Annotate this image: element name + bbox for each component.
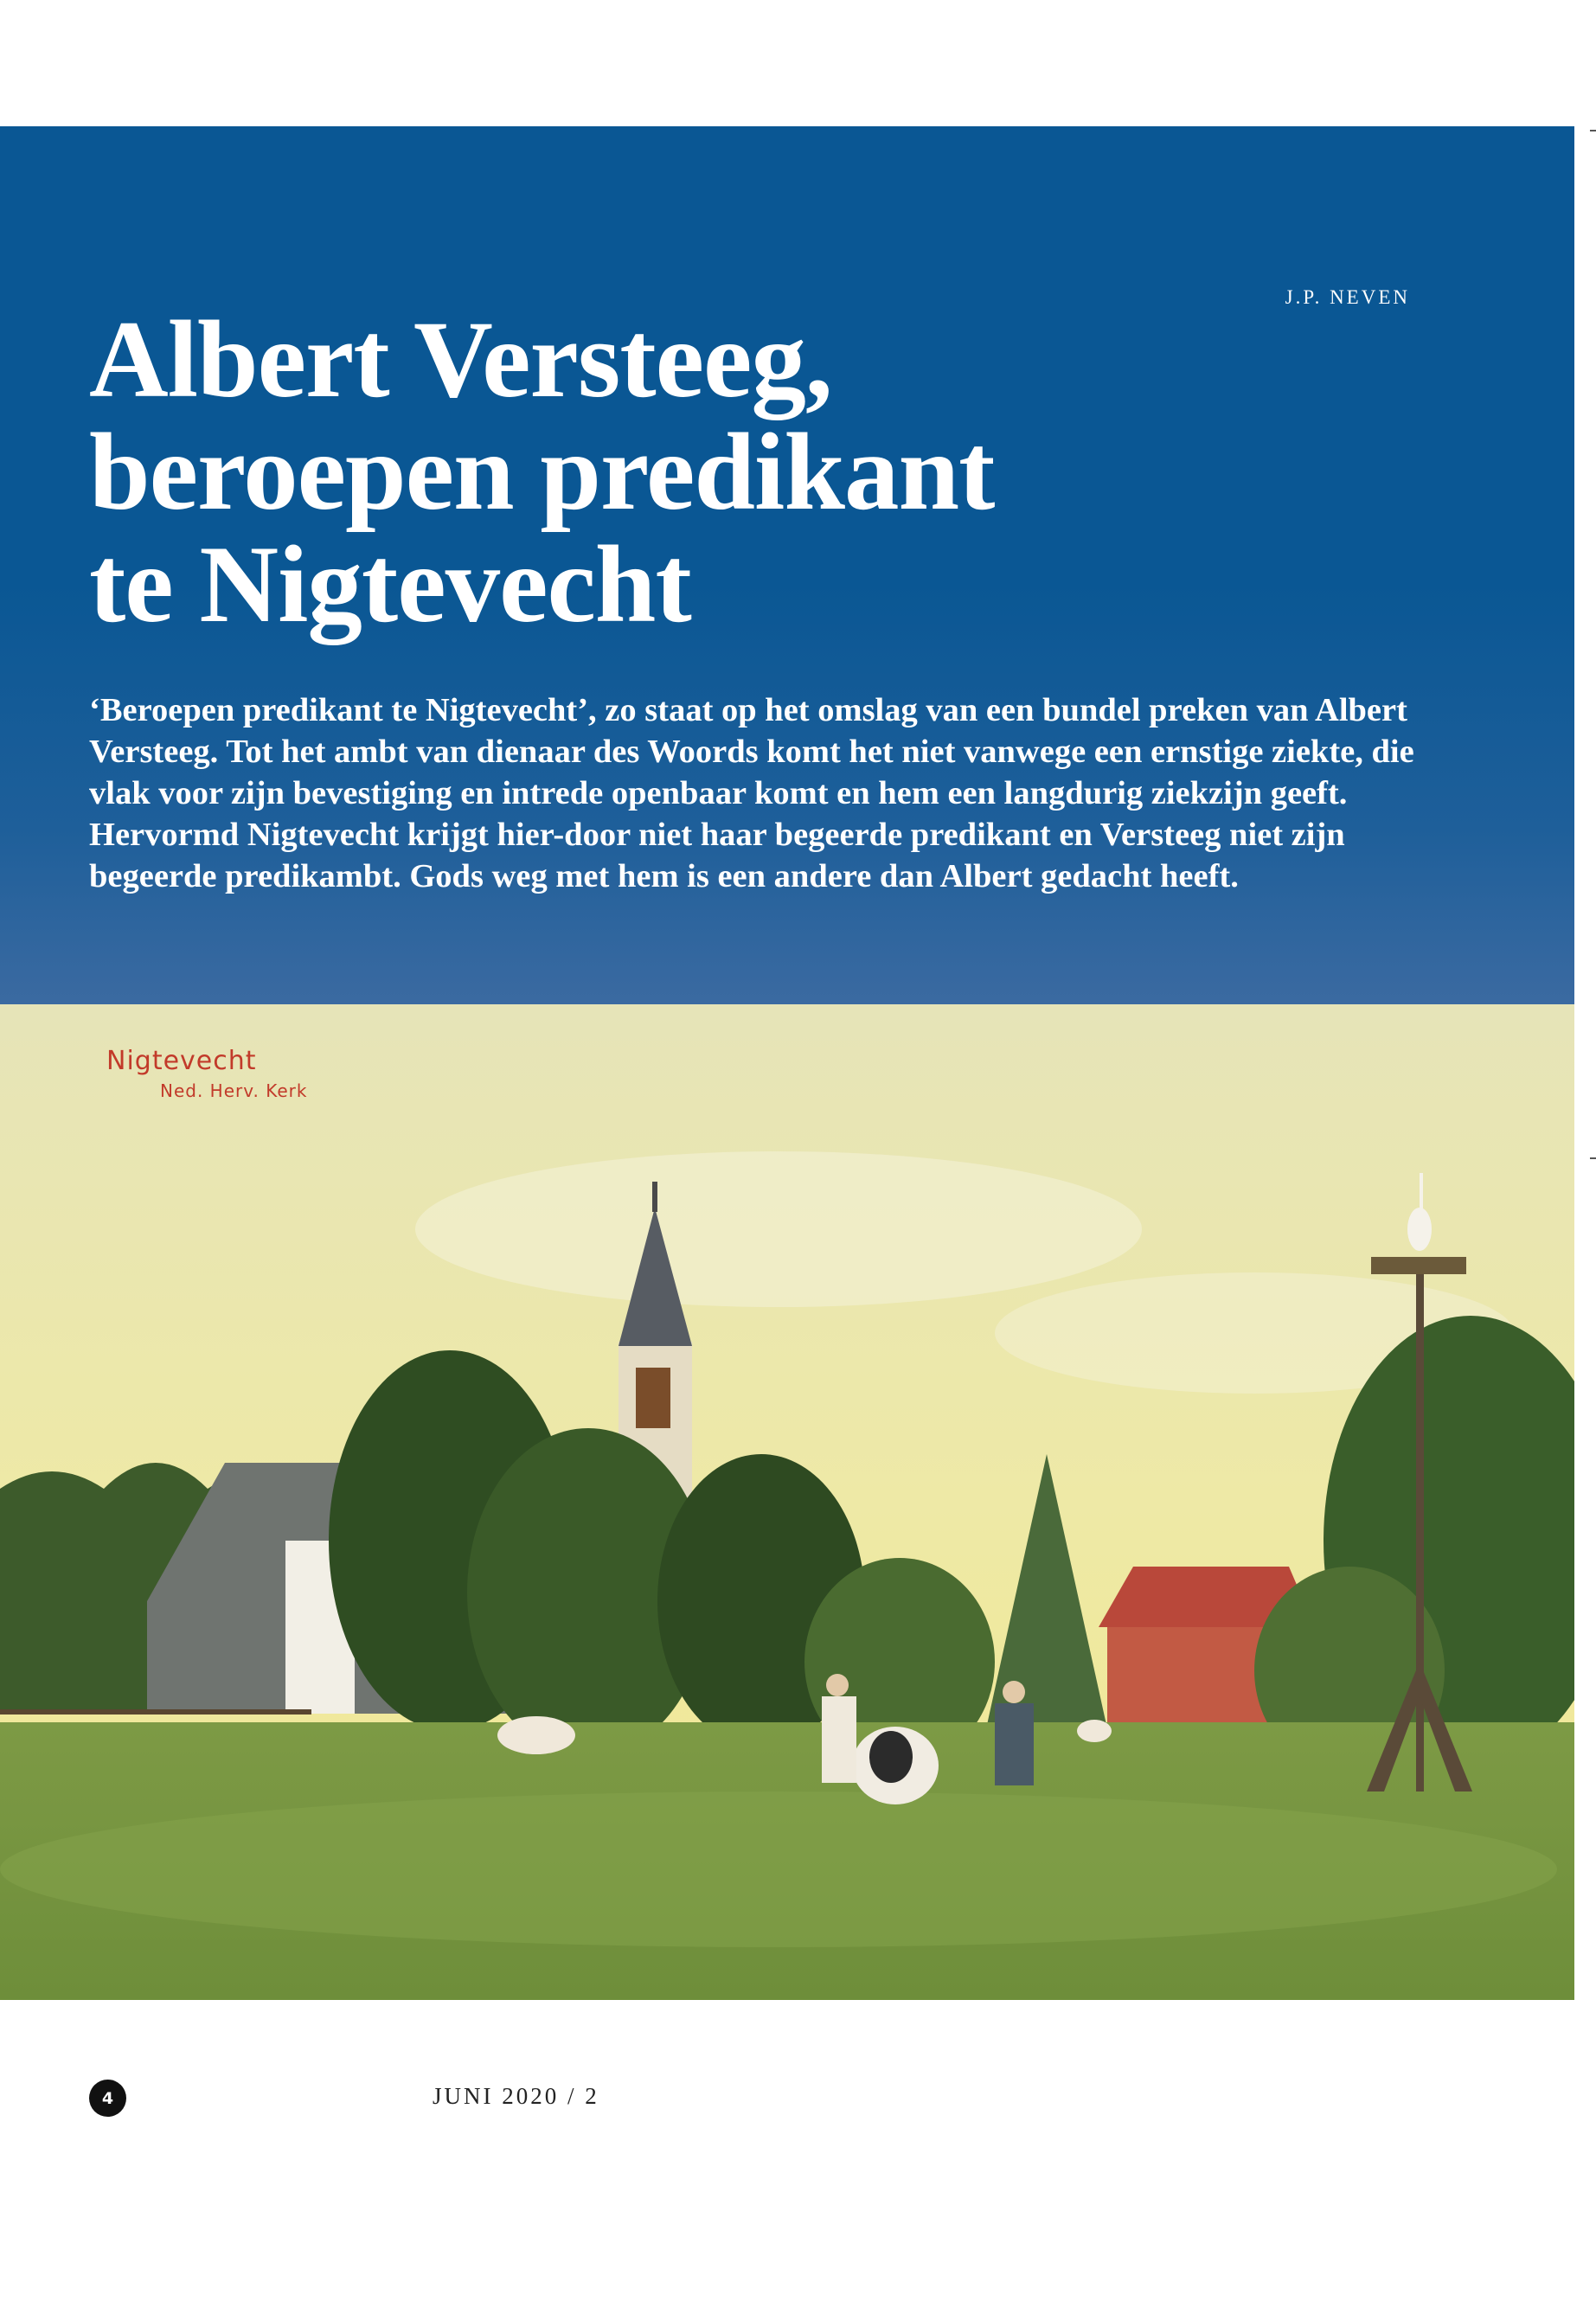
title-line-1: Albert Versteeg, <box>89 299 832 420</box>
title-line-3: te Nigtevecht <box>89 524 691 645</box>
crop-mark <box>1590 130 1596 131</box>
article-intro: ‘Beroepen predikant te Nigtevecht’, zo staat op het omslag van een bundel preken van Albert Versteeg. Tot het ambt van dienaar des Woords komt het niet vanwege een ernstige ziekte, die vlak voor zijn bevestiging en intrede openbaar komt en hem een langdurig ziekzijn geeft. Hervormd Nigtevecht krijgt hier-door niet haar begeerde predikant en Versteeg niet zijn begeerde predikambt. Gods weg met hem is een andere dan Albert gedacht heeft. <box>89 692 1414 894</box>
crop-mark <box>1590 1157 1596 1159</box>
postcard-caption-building: Ned. Herv. Kerk <box>160 1080 308 1101</box>
author-name: J.P. NEVEN <box>1285 286 1410 308</box>
postcard-photo <box>0 1004 1574 2000</box>
issue-label: JUNI 2020 / 2 <box>433 2083 599 2109</box>
title-line-2: beroepen predikant <box>89 412 995 533</box>
postcard-illustration <box>0 1004 1574 2000</box>
page-number-badge: 4 <box>89 2080 126 2117</box>
header-block <box>0 126 1574 1004</box>
postcard-caption-place: Nigtevecht <box>106 1046 257 1076</box>
article-title <box>89 299 1343 645</box>
